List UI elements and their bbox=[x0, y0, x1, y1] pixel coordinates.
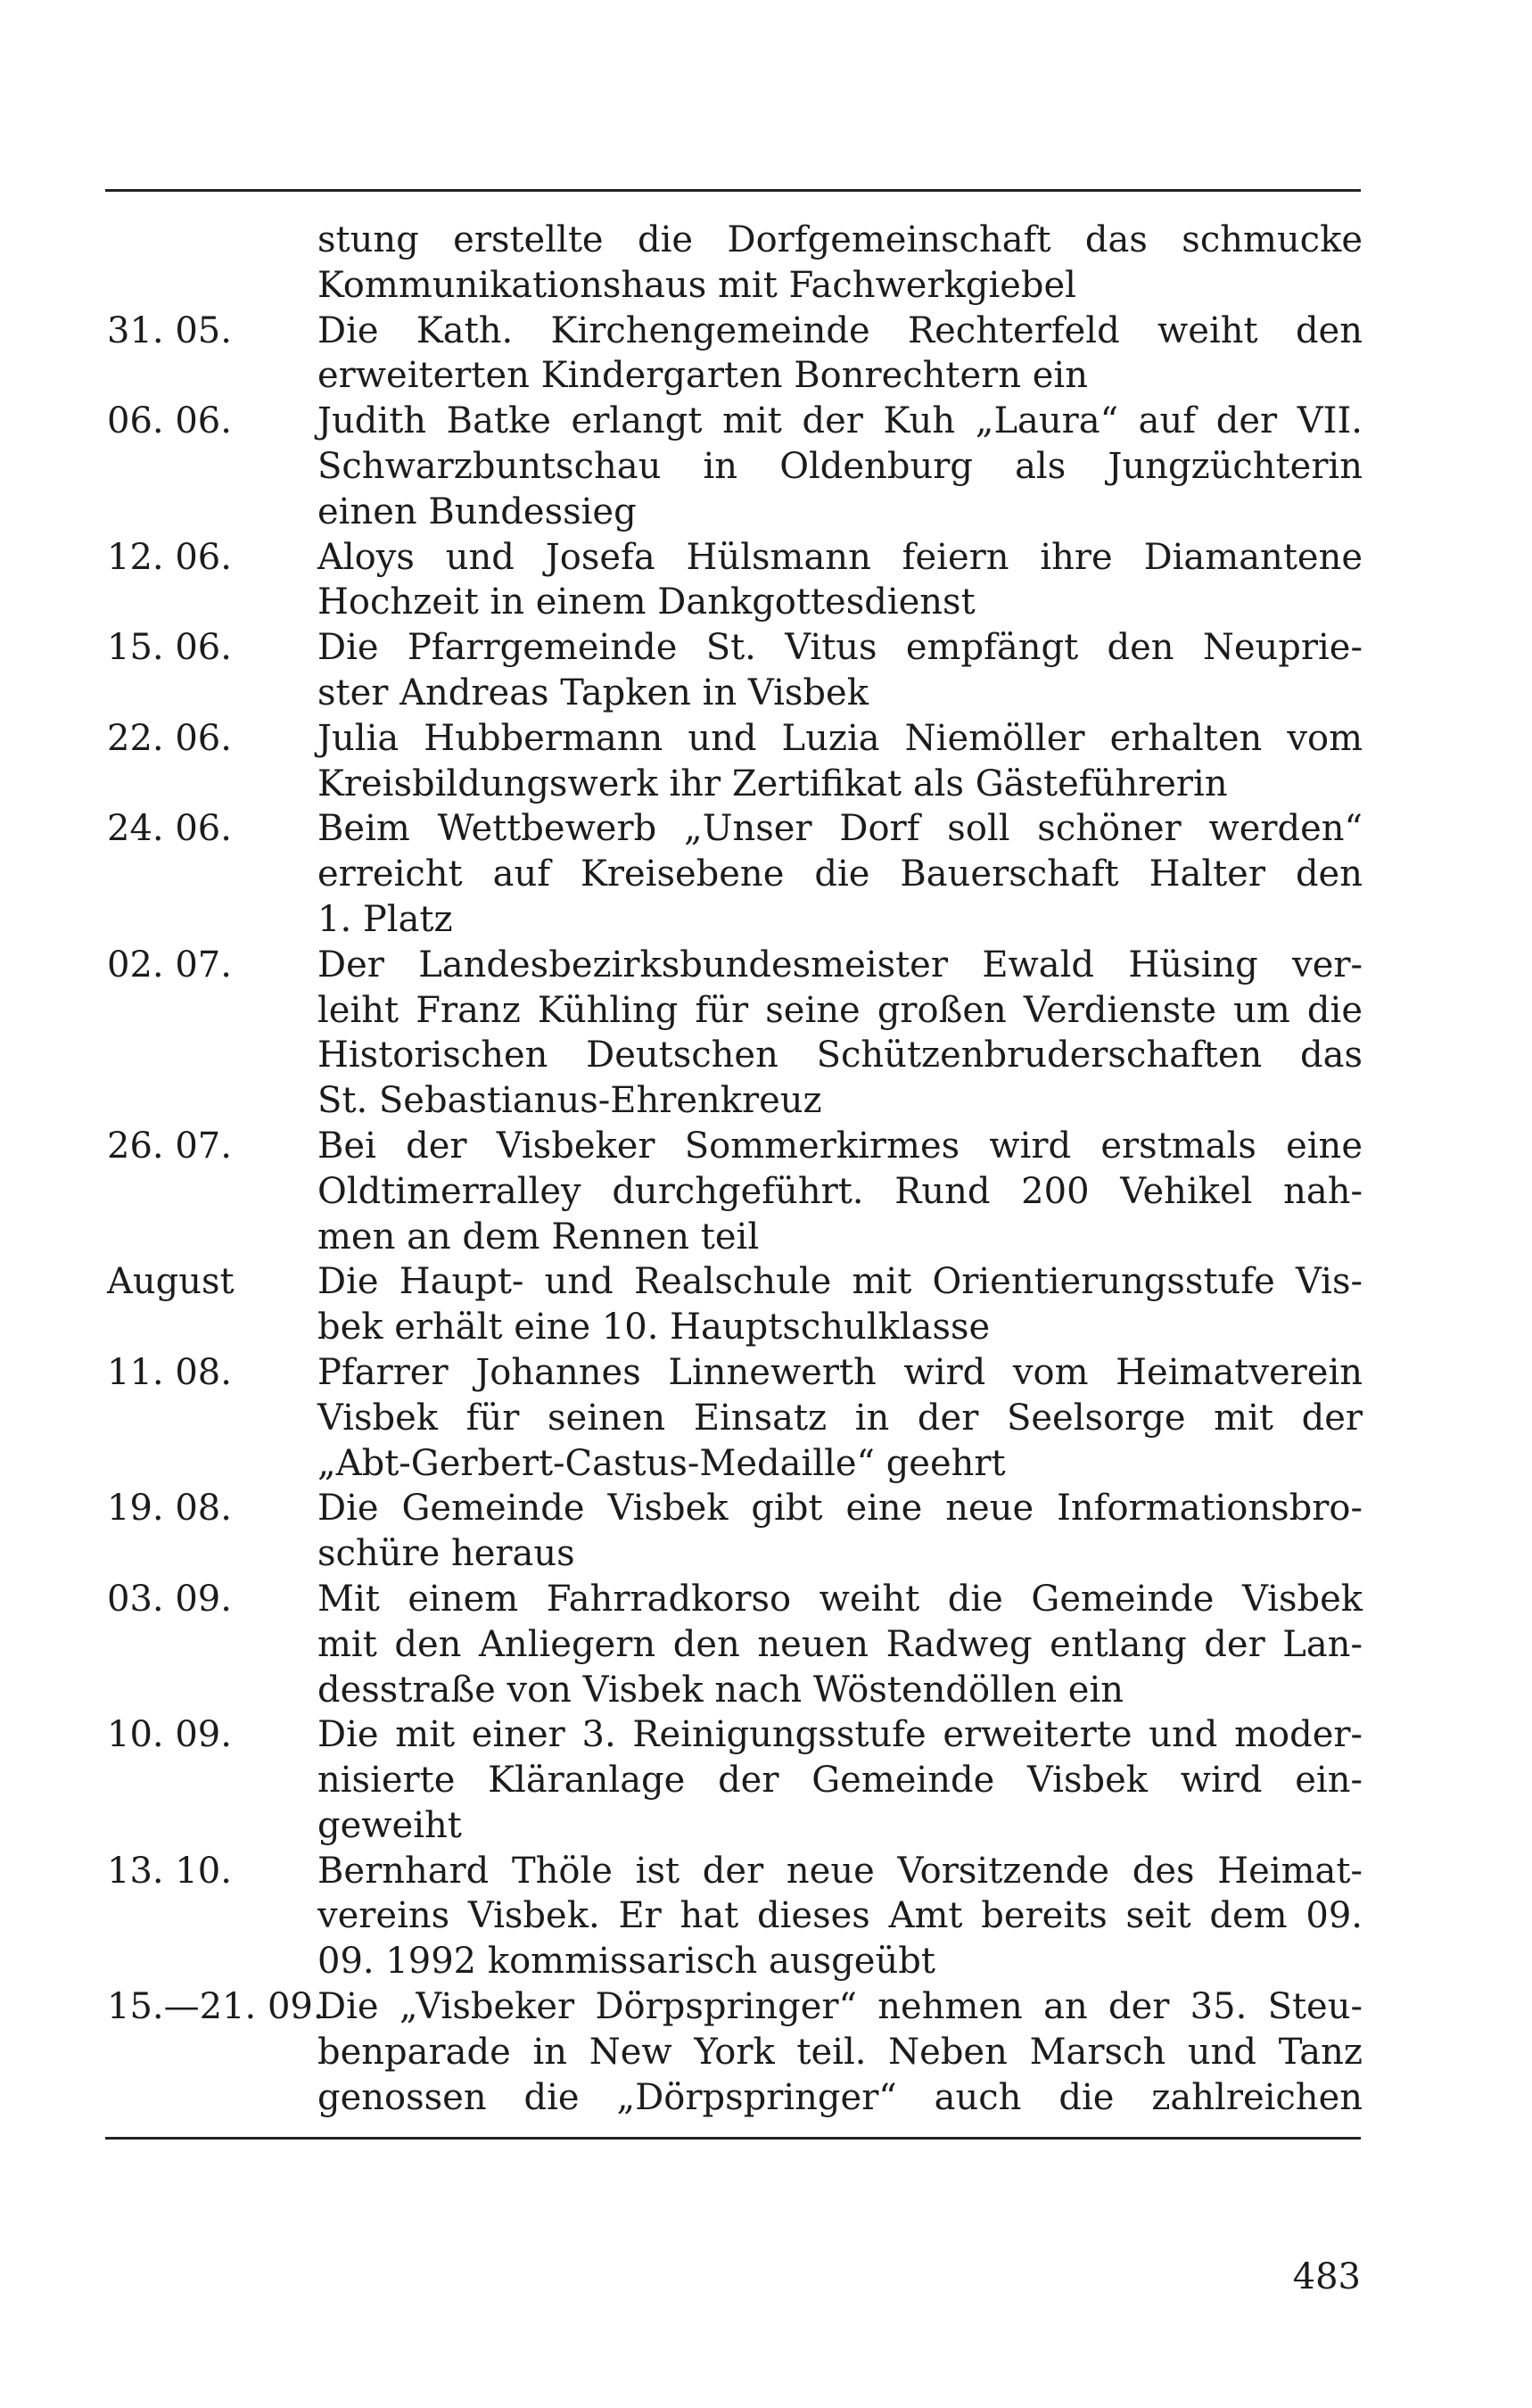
text-line: Der Landesbezirksbundesmeister Ewald Hüsing ver- bbox=[317, 944, 1363, 985]
text-line: Julia Hubbermann und Luzia Niemöller erhalten vom bbox=[317, 717, 1363, 759]
entry-date: 24. 06. bbox=[107, 808, 232, 850]
text-line: Bei der Visbeker Sommerkirmes wird erstmals eine bbox=[317, 1125, 1363, 1167]
text-line: erreicht auf Kreisebene die Bauerschaft Halter den bbox=[317, 854, 1363, 895]
entry-text bbox=[317, 399, 1363, 534]
text-line: genossen die „Dörpspringer“ auch die zahlreichen bbox=[317, 2076, 1363, 2118]
text-line: Bernhard Thöle ist der neue Vorsitzende des Heimat- bbox=[317, 1850, 1363, 1892]
text-line: nisierte Kläranlage der Gemeinde Visbek wird ein- bbox=[317, 1760, 1363, 1802]
entry-date: 12. 06. bbox=[107, 536, 232, 578]
entry-date: 31. 05. bbox=[107, 309, 232, 351]
text-line: bek erhält eine 10. Hauptschulklasse bbox=[317, 1307, 991, 1348]
entry-date: August bbox=[107, 1261, 235, 1303]
entry-date: 02. 07. bbox=[107, 944, 232, 985]
text-line: „Abt-Gerbert-Castus-Medaille“ geehrt bbox=[317, 1442, 1006, 1484]
text-line: Judith Batke erlangt mit der Kuh „Laura“ auf der VII. bbox=[317, 400, 1363, 442]
text-line: Schwarzbuntschau in Oldenburg als Jungzüchterin bbox=[317, 445, 1363, 487]
text-line: Die Kath. Kirchengemeinde Rechterfeld weiht den bbox=[317, 309, 1363, 351]
top-rule bbox=[105, 189, 1361, 192]
text-line: mit den Anliegern den neuen Radweg entlang der Lan- bbox=[317, 1623, 1363, 1665]
chronicle-text bbox=[107, 218, 1363, 2120]
chronicle-entry bbox=[107, 1124, 1363, 1259]
chronicle-entry bbox=[107, 1849, 1363, 1984]
entry-text bbox=[317, 1849, 1363, 1984]
entry-date: 15.—21. 09. bbox=[107, 1986, 325, 2028]
chronicle-entry bbox=[107, 1486, 1363, 1577]
text-line: Oldtimerralley durchgeführt. Rund 200 Vehikel nah- bbox=[317, 1170, 1363, 1212]
entry-date: 10. 09. bbox=[107, 1714, 232, 1756]
entry-date: 22. 06. bbox=[107, 717, 232, 759]
entry-text bbox=[317, 535, 1363, 626]
entry-text bbox=[317, 1984, 1363, 2120]
chronicle-entry bbox=[107, 716, 1363, 807]
text-line: Pfarrer Johannes Linnewerth wird vom Heimatverein bbox=[317, 1351, 1363, 1393]
text-line: Kommunikationshaus mit Fachwerkgiebel bbox=[317, 264, 1076, 306]
entry-text bbox=[317, 1259, 1363, 1350]
chronicle-entry bbox=[107, 806, 1363, 942]
text-line: geweiht bbox=[317, 1804, 462, 1846]
entry-text bbox=[317, 218, 1363, 309]
text-line: 09. 1992 kommissarisch ausgeübt bbox=[317, 1941, 935, 1983]
text-line: erweiterten Kindergarten Bonrechtern ein bbox=[317, 355, 1088, 397]
text-line: Mit einem Fahrradkorso weiht die Gemeinde Visbek bbox=[317, 1578, 1363, 1620]
text-line: leiht Franz Kühling für seine großen Verdienste um die bbox=[317, 989, 1363, 1031]
text-line: 1. Platz bbox=[317, 898, 453, 940]
text-line: Hochzeit in einem Dankgottesdienst bbox=[317, 581, 976, 623]
text-line: Die mit einer 3. Reinigungsstufe erweiterte und moder- bbox=[317, 1714, 1363, 1756]
text-line: desstraße von Visbek nach Wöstendöllen ein bbox=[317, 1669, 1124, 1711]
entry-text bbox=[317, 1350, 1363, 1486]
text-line: Die Pfarrgemeinde St. Vitus empfängt den Neuprie- bbox=[317, 627, 1363, 669]
entry-date: 03. 09. bbox=[107, 1578, 232, 1620]
page-number: 483 bbox=[1292, 2256, 1361, 2297]
text-line: Die Gemeinde Visbek gibt eine neue Informationsbro- bbox=[317, 1488, 1363, 1530]
entry-date: 11. 08. bbox=[107, 1351, 232, 1393]
entry-text bbox=[317, 1124, 1363, 1259]
entry-date: 15. 06. bbox=[107, 627, 232, 669]
text-line: Aloys und Josefa Hülsmann feiern ihre Diamantene bbox=[317, 536, 1363, 578]
bottom-rule bbox=[105, 2137, 1361, 2140]
text-line: Kreisbildungswerk ihr Zertifikat als Gästeführerin bbox=[317, 763, 1228, 804]
entry-date: 26. 07. bbox=[107, 1125, 232, 1167]
chronicle-entry bbox=[107, 309, 1363, 400]
chronicle-entry bbox=[107, 1984, 1363, 2120]
entry-text bbox=[317, 1712, 1363, 1848]
text-line: Die Haupt- und Realschule mit Orientierungsstufe Vis- bbox=[317, 1261, 1363, 1303]
text-line: ster Andreas Tapken in Visbek bbox=[317, 672, 869, 713]
text-line: einen Bundessieg bbox=[317, 491, 637, 532]
text-line: Die „Visbeker Dörpspringer“ nehmen an der 35. Steu- bbox=[317, 1986, 1363, 2028]
entry-date: 06. 06. bbox=[107, 400, 232, 442]
chronicle-entry bbox=[107, 399, 1363, 534]
text-line: Beim Wettbewerb „Unser Dorf soll schöner werden“ bbox=[317, 808, 1363, 850]
text-line: Historischen Deutschen Schützenbruderschaften das bbox=[317, 1035, 1363, 1076]
text-line: vereins Visbek. Er hat dieses Amt bereits seit dem 09. bbox=[317, 1895, 1363, 1937]
chronicle-entry bbox=[107, 535, 1363, 626]
text-line: St. Sebastianus-Ehrenkreuz bbox=[317, 1080, 822, 1122]
text-line: men an dem Rennen teil bbox=[317, 1216, 760, 1258]
chronicle-entry bbox=[107, 1712, 1363, 1848]
text-line: stung erstellte die Dorfgemeinschaft das schmucke bbox=[317, 219, 1363, 260]
chronicle-entry bbox=[107, 1350, 1363, 1486]
chronicle-entry bbox=[107, 218, 1363, 309]
chronicle-entry bbox=[107, 1577, 1363, 1712]
entry-date: 13. 10. bbox=[107, 1850, 232, 1892]
text-line: Visbek für seinen Einsatz in der Seelsorge mit der bbox=[317, 1397, 1363, 1439]
text-line: benparade in New York teil. Neben Marsch und Tanz bbox=[317, 2031, 1363, 2073]
text-line: schüre heraus bbox=[317, 1533, 575, 1575]
entry-text bbox=[317, 806, 1363, 942]
chronicle-entry bbox=[107, 1259, 1363, 1350]
entry-text bbox=[317, 309, 1363, 400]
entry-text bbox=[317, 625, 1363, 716]
chronicle-entry bbox=[107, 625, 1363, 716]
entry-text bbox=[317, 1486, 1363, 1577]
entry-text bbox=[317, 943, 1363, 1124]
entry-date bbox=[107, 218, 317, 309]
entry-text bbox=[317, 716, 1363, 807]
entry-text bbox=[317, 1577, 1363, 1712]
chronicle-entry bbox=[107, 943, 1363, 1124]
entry-date: 19. 08. bbox=[107, 1488, 232, 1530]
